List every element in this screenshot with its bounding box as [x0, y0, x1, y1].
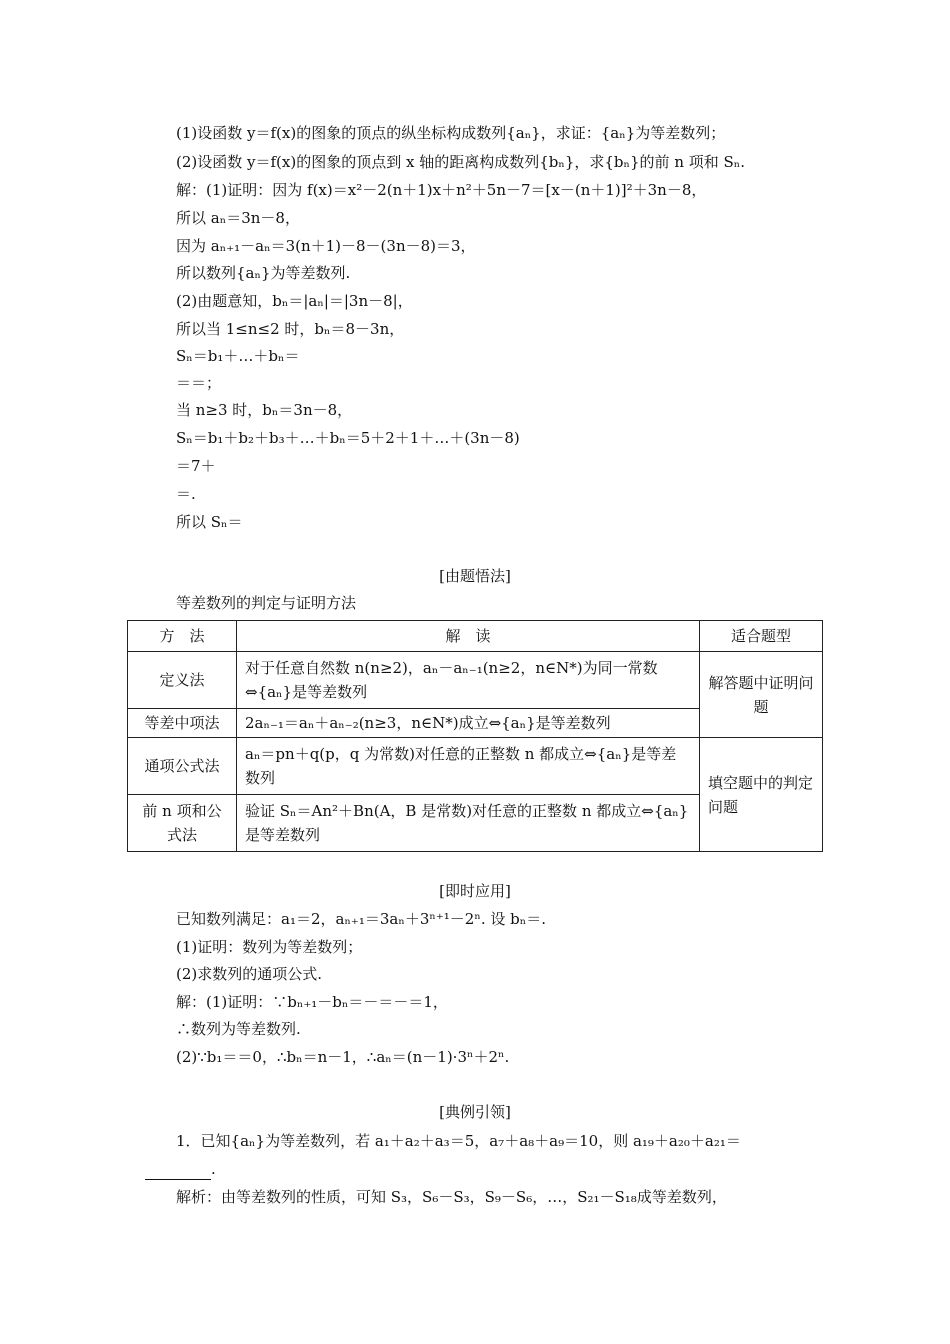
text-line: ＝. [176, 485, 196, 503]
text-line: Sₙ＝b₁＋…＋bₙ＝ [176, 347, 300, 365]
method-cell: 通项公式法 [128, 738, 237, 795]
text-line: 当 n≥3 时，bₙ＝3n－8， [176, 401, 353, 419]
question-line: 1．已知{aₙ}为等差数列，若 a₁＋a₂＋a₃＝5，a₇＋a₈＋a₉＝10，则 a₁₉＋a₂₀＋a₂₁＝ [176, 1132, 741, 1150]
text-line: 已知数列满足：a₁＝2，aₙ₊₁＝3aₙ＋3ⁿ⁺¹－2ⁿ. 设 bₙ＝. [176, 910, 546, 928]
section-intro: 等差数列的判定与证明方法 [176, 594, 357, 612]
text-line: (2)求数列的通项公式. [176, 965, 323, 983]
type-cell: 填空题中的判定问题 [700, 738, 823, 852]
desc-cell: 验证 Sₙ＝An²＋Bn(A，B 是常数)对任意的正整数 n 都成立⇔{aₙ}是等差数列 [237, 795, 700, 852]
answer-blank [145, 1165, 211, 1180]
method-cell: 定义法 [128, 652, 237, 709]
text-line: (1)证明：数列为等差数列； [176, 938, 363, 956]
text-line: 解：(1)证明：因为 f(x)＝x²－2(n＋1)x＋n²＋5n－7＝[x－(n＋1)]²＋3n－8， [176, 181, 707, 199]
method-cell: 等差中项法 [128, 709, 237, 738]
analysis-line: 解析：由等差数列的性质，可知 S₃，S₆－S₃，S₉－S₆，…，S₂₁－S₁₈成等差数列， [176, 1188, 727, 1206]
text-line: (1)设函数 y＝f(x)的图象的顶点的纵坐标构成数列{aₙ}，求证：{aₙ}为等差数列； [176, 124, 726, 142]
method-cell: 前 n 项和公式法 [128, 795, 237, 852]
table-header: 解 读 [237, 621, 700, 652]
section-heading: [即时应用] [439, 882, 511, 900]
text-line: ＝7＋ [176, 457, 216, 475]
answer-blank-line [145, 1158, 216, 1180]
methods-table [127, 620, 823, 852]
text-line: ＝＝； [176, 374, 222, 392]
desc-cell: 2aₙ₋₁＝aₙ＋aₙ₋₂(n≥3，n∈N*)成立⇔{aₙ}是等差数列 [237, 709, 700, 738]
table-row [128, 738, 823, 795]
text-line: (2)由题意知，bₙ＝|aₙ|＝|3n－8|， [176, 292, 413, 310]
text-line: (2)设函数 y＝f(x)的图象的顶点到 x 轴的距离构成数列{bₙ}，求{bₙ}的前 n 项和 Sₙ. [176, 153, 746, 171]
table-header: 方 法 [128, 621, 237, 652]
desc-cell: 对于任意自然数 n(n≥2)，aₙ－aₙ₋₁(n≥2，n∈N*)为同一常数⇔{aₙ}是等差数列 [237, 652, 700, 709]
text-line: 所以 Sₙ＝ [176, 513, 243, 531]
table-header-row [128, 621, 823, 652]
section-heading: [由题悟法] [439, 567, 511, 585]
type-cell: 解答题中证明问题 [700, 652, 823, 738]
text-line: 因为 aₙ₊₁－aₙ＝3(n＋1)－8－(3n－8)＝3， [176, 237, 476, 255]
text-line: 所以 aₙ＝3n－8， [176, 209, 300, 227]
text-line: (2)∵b₁＝＝0，∴bₙ＝n－1，∴aₙ＝(n－1)·3ⁿ＋2ⁿ. [176, 1048, 510, 1066]
text-line: Sₙ＝b₁＋b₂＋b₃＋…＋bₙ＝5＋2＋1＋…＋(3n－8) [176, 429, 520, 447]
text-line: 所以数列{aₙ}为等差数列. [176, 264, 351, 282]
table-row [128, 652, 823, 709]
desc-cell: aₙ＝pn＋q(p，q 为常数)对任意的正整数 n 都成立⇔{aₙ}是等差数列 [237, 738, 700, 795]
text-line: ∴数列为等差数列. [176, 1020, 301, 1038]
text-line: 所以当 1≤n≤2 时，bₙ＝8－3n， [176, 320, 405, 338]
question-end: . [211, 1160, 216, 1178]
table-header: 适合题型 [700, 621, 823, 652]
text-line: 解：(1)证明：∵bₙ₊₁－bₙ＝－＝－＝1， [176, 993, 448, 1011]
section-heading: [典例引领] [439, 1103, 511, 1121]
